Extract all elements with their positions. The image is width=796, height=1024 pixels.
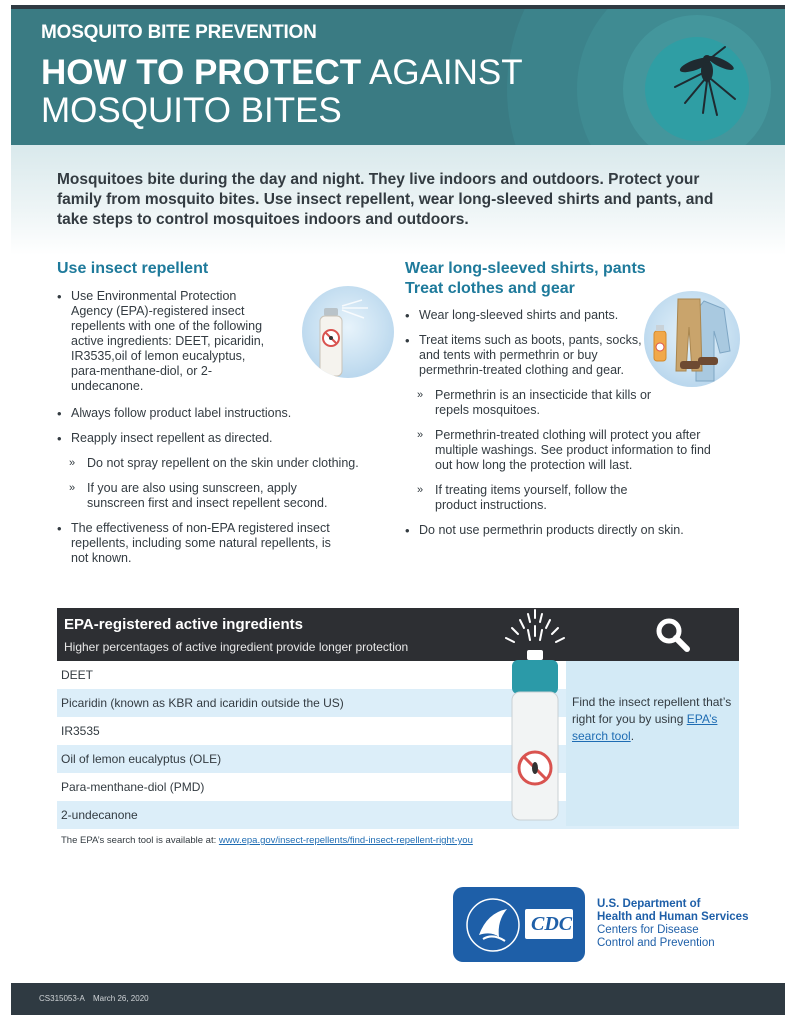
clothing-illustration <box>644 291 740 387</box>
clothing-heading-line1: Wear long-sleeved shirts, pants <box>405 260 646 277</box>
table-row: Oil of lemon eucalyptus (OLE) <box>57 745 739 773</box>
agency-line: Control and Prevention <box>597 937 715 949</box>
epa-url-link[interactable]: www.epa.gov/insect-repellents/find-insect-repellent-right-you <box>218 835 473 846</box>
kicker: MOSQUITO BITE PREVENTION <box>41 22 317 43</box>
intro-panel <box>11 145 785 255</box>
table-row: DEET <box>61 668 94 682</box>
hhs-cdc-logo <box>453 887 585 962</box>
list-item: • Use Environmental Protection Agency (EPA)-registered insect repellents with one of the following active ingredients: DEET, picaridin, IR3535,oil of lemon eucalyptus, para-menthane-diol, or 2-undecanone. <box>57 289 267 394</box>
search-tool-panel <box>566 661 739 826</box>
spray-bottle-icon <box>302 286 394 378</box>
search-icon <box>654 616 692 654</box>
mosquito-icon <box>655 43 741 133</box>
header-banner <box>11 9 785 145</box>
agency-line: U.S. Department of <box>597 898 701 910</box>
table-title: EPA-registered active ingredients <box>64 616 303 633</box>
page-title-line2: MOSQUITO BITES <box>41 91 342 130</box>
agency-line: Health and Human Services <box>597 911 749 923</box>
clothing-icon <box>644 291 740 387</box>
title-bold: HOW TO PROTECT <box>41 53 362 92</box>
title-rest: AGAINST <box>361 53 523 92</box>
intro-text: Mosquitoes bite during the day and night. They live indoors and outdoors. Protect your family from mosquito bites. Use insect repellent, wear long-sleeved shirts and pants, and take steps to control mosquitoes indoors and outdoors. <box>57 171 714 228</box>
sub-list-item: » If you are also using sunscreen, apply sunscreen first and insect repellent second. <box>57 481 357 511</box>
clothing-heading-line2: Treat clothes and gear <box>405 280 575 297</box>
footnote <box>61 835 473 846</box>
footer-bar <box>11 983 785 1015</box>
table-subtitle: Higher percentages of active ingredient provide longer protection <box>64 640 409 654</box>
list-item: • Treat items such as boots, pants, socks, and tents with permethrin or buy permethrin-treated clothing and gear. <box>405 333 645 378</box>
list-item: • Wear long-sleeved shirts and pants. <box>405 308 645 323</box>
clothing-heading <box>405 259 705 299</box>
table-row: 2-undecanone <box>57 801 739 829</box>
document-code: CS315053-A <box>39 994 85 1003</box>
document-date: March 26, 2020 <box>93 994 149 1003</box>
sub-list-item: » Do not spray repellent on the skin under clothing. <box>57 456 377 471</box>
list-item: • Always follow product label instructions. <box>57 406 377 421</box>
sub-list-item: » If treating items yourself, follow the product instructions. <box>405 483 645 513</box>
sub-list-item: » Permethrin is an insecticide that kills or repels mosquitoes. <box>405 388 665 418</box>
agency-line: Centers for Disease <box>597 924 699 936</box>
list-item: • Reapply insect repellent as directed. <box>57 431 377 446</box>
repellent-can-icon <box>490 606 580 828</box>
table-row: Picaridin (known as KBR and icaridin outside the US) <box>57 689 739 717</box>
list-item: • The effectiveness of non-EPA registered insect repellents, including some natural repellents, is not known. <box>57 521 342 566</box>
ingredients-table <box>57 608 739 826</box>
table-row: Para-menthane-diol (PMD) <box>61 780 205 794</box>
search-tool-text <box>572 694 732 745</box>
list-item: • Do not use permethrin products directly on skin. <box>405 523 745 538</box>
epa-search-tool-link[interactable]: EPA’s search tool <box>572 712 718 743</box>
table-header <box>57 608 739 661</box>
search-tool-copy: Find the insect repellent that’s right for you by using <box>572 695 732 726</box>
sub-list-item: » Permethrin-treated clothing will protect you after multiple washings. See product information to find out how long the protection will last. <box>405 428 730 473</box>
repellent-heading: Use insect repellent <box>57 260 209 277</box>
page-title-line1 <box>41 55 523 91</box>
table-row: IR3535 <box>61 724 100 738</box>
agency-name <box>597 898 748 950</box>
search-tool-end: . <box>630 729 635 743</box>
footnote-text: The EPA’s search tool is available at: <box>61 835 219 846</box>
cdc-wordmark: CDC <box>531 913 573 935</box>
repellent-spray-illustration <box>302 286 394 378</box>
